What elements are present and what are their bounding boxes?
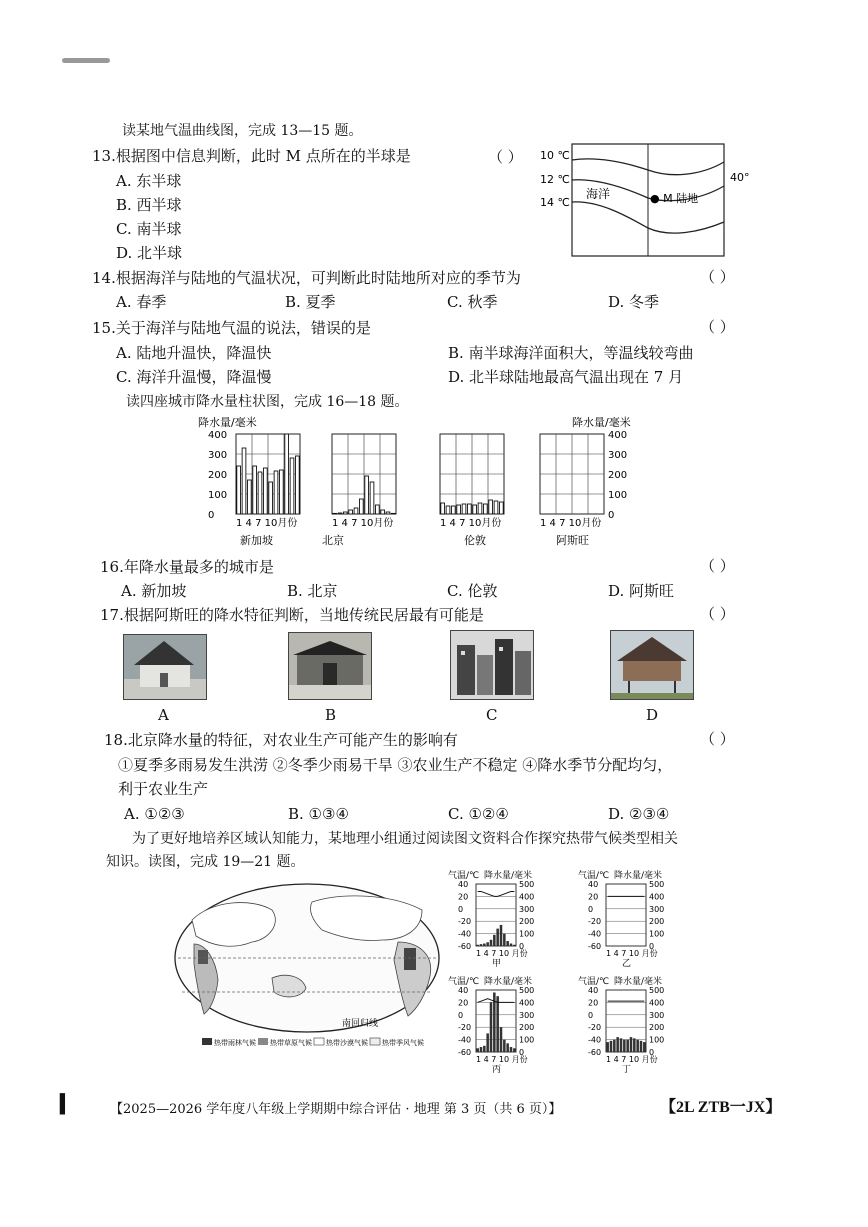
climate-precip-tick: 400 bbox=[519, 998, 535, 1008]
climate-temp-tick: -20 bbox=[458, 917, 472, 927]
q15-option-b[interactable]: B. 南半球海洋面积大，等温线较弯曲 bbox=[448, 344, 694, 362]
climate-precip-tick: 300 bbox=[649, 904, 665, 914]
precip-bar bbox=[242, 448, 246, 514]
climate-frame bbox=[476, 990, 516, 1052]
precip-chart-3 bbox=[540, 430, 627, 529]
climate-temp-tick: 20 bbox=[458, 892, 469, 902]
climate-precip-bar bbox=[486, 1033, 489, 1052]
climate-precip-tick: 400 bbox=[649, 998, 665, 1008]
climate-name: 丁 bbox=[622, 1065, 632, 1075]
precip-chart-0 bbox=[208, 430, 300, 529]
climate-temp-tick: -60 bbox=[588, 1048, 602, 1057]
precip-bar bbox=[451, 506, 455, 514]
climate-precip-bar bbox=[476, 945, 479, 946]
climate-xticks: 1 4 7 10 月份 bbox=[476, 949, 528, 958]
precip-bar bbox=[295, 456, 299, 514]
isotherm-label-14: 14 ℃ bbox=[540, 196, 570, 209]
climate-temp-tick: 0 bbox=[588, 904, 594, 914]
precip-bar bbox=[489, 500, 493, 514]
climate-chart-0 bbox=[448, 869, 534, 969]
q16-answer-paren[interactable]: （ ） bbox=[700, 557, 735, 575]
climate-temp-tick: 20 bbox=[588, 892, 599, 902]
house-photo-a[interactable] bbox=[123, 634, 207, 700]
house-photo-d[interactable] bbox=[610, 630, 694, 700]
photo-label-b: B bbox=[325, 706, 337, 724]
climate-chart-3 bbox=[578, 975, 664, 1075]
climate-precip-tick: 200 bbox=[649, 1023, 665, 1033]
sea-label: 海洋 bbox=[586, 187, 611, 201]
house-photo-b[interactable] bbox=[288, 632, 372, 700]
climate-precip-bar bbox=[513, 1048, 516, 1052]
climate-temp-tick: 0 bbox=[458, 1010, 464, 1020]
climate-precip-bar bbox=[513, 945, 516, 946]
climate-precip-tick: 200 bbox=[649, 917, 665, 927]
precip-bar bbox=[338, 513, 342, 514]
climate-precip-bar bbox=[490, 940, 493, 946]
q14-stem: 14.根据海洋与陆地的气温状况，可判断此时陆地所对应的季节为 bbox=[92, 269, 521, 287]
climate-precip-tick: 0 bbox=[519, 1048, 525, 1057]
q14-option-b[interactable]: B. 夏季 bbox=[285, 293, 336, 311]
climate-temp-tick: -40 bbox=[458, 1035, 472, 1045]
climate-precip-bar bbox=[493, 935, 496, 946]
q15-answer-paren[interactable]: （ ） bbox=[700, 318, 735, 336]
climate-precip-bar bbox=[506, 1043, 509, 1052]
precip-bar bbox=[370, 482, 374, 514]
climate-precip-tick: 200 bbox=[519, 917, 535, 927]
precip-bar bbox=[258, 472, 262, 514]
climate-precip-label: 降水量/毫米 bbox=[484, 871, 533, 881]
climate-precip-bar bbox=[483, 1046, 486, 1052]
world-climate-map bbox=[172, 880, 442, 1048]
climate-temp-tick: 0 bbox=[458, 904, 464, 914]
q13-option-a[interactable]: A. 东半球 bbox=[116, 172, 182, 190]
precip-bar bbox=[391, 513, 395, 514]
precip-xticks: 1 4 7 10月份 bbox=[540, 518, 602, 529]
climate-precip-tick: 0 bbox=[519, 942, 525, 951]
q15-option-c[interactable]: C. 海洋升温慢，降温慢 bbox=[116, 368, 272, 386]
precip-bar bbox=[499, 502, 503, 514]
precip-ytick: 300 bbox=[208, 450, 228, 461]
q14-option-a[interactable]: A. 春季 bbox=[116, 293, 167, 311]
city-label-beijing: 北京 bbox=[322, 534, 344, 547]
q17-answer-paren[interactable]: （ ） bbox=[700, 605, 735, 623]
climate-precip-bar bbox=[503, 1040, 506, 1052]
scan-mark bbox=[62, 58, 110, 63]
city-label-london: 伦敦 bbox=[464, 534, 486, 547]
climate-precip-tick: 300 bbox=[649, 1010, 665, 1020]
precip-chart-2 bbox=[440, 434, 504, 529]
precip-ytick: 200 bbox=[608, 470, 628, 481]
precip-bar bbox=[381, 510, 385, 514]
climate-precip-bar bbox=[500, 925, 503, 946]
climate-precip-bar bbox=[640, 1041, 643, 1052]
q16-option-d[interactable]: D. 阿斯旺 bbox=[608, 582, 675, 600]
precip-bar bbox=[494, 501, 498, 514]
precip-bar bbox=[446, 506, 450, 514]
q13-option-b[interactable]: B. 西半球 bbox=[116, 196, 182, 214]
legend-savanna: 热带草原气候 bbox=[270, 1039, 312, 1047]
climate-temp-tick: 40 bbox=[588, 986, 599, 995]
precip-bar bbox=[483, 504, 487, 514]
precip-bar bbox=[457, 505, 461, 514]
q16-stem: 16.年降水量最多的城市是 bbox=[100, 558, 274, 576]
climate-name: 丙 bbox=[492, 1065, 502, 1075]
climate-temp-tick: -40 bbox=[458, 929, 472, 939]
precip-xticks: 1 4 7 10月份 bbox=[236, 518, 298, 529]
climate-temp-tick: 20 bbox=[458, 998, 469, 1008]
precip-bar bbox=[386, 512, 390, 514]
precip-ytick: 0 bbox=[608, 510, 615, 521]
climate-temp-label: 气温/℃ bbox=[448, 977, 480, 987]
climate-precip-bar bbox=[643, 1042, 646, 1052]
q15-option-d[interactable]: D. 北半球陆地最高气温出现在 7 月 bbox=[448, 368, 684, 386]
climate-xticks: 1 4 7 10 月份 bbox=[476, 1055, 528, 1064]
isotherm-label-10: 10 ℃ bbox=[540, 149, 570, 162]
precip-ylabel-left: 降水量/毫米 bbox=[198, 416, 257, 429]
climate-precip-bar bbox=[630, 1037, 633, 1052]
footer-code: 【2L ZTB一JX】 bbox=[660, 1099, 782, 1116]
photo-label-d: D bbox=[646, 706, 659, 724]
precip-ytick: 400 bbox=[208, 430, 228, 441]
q18-statements-line2: 利于农业生产 bbox=[118, 780, 209, 798]
climate-precip-bar bbox=[610, 1041, 613, 1052]
precip-ytick: 100 bbox=[608, 490, 628, 501]
city-label-singapore: 新加坡 bbox=[240, 534, 273, 547]
photo-label-c: C bbox=[486, 706, 498, 724]
climate-precip-tick: 0 bbox=[649, 942, 655, 951]
climate-precip-bar bbox=[616, 1037, 619, 1052]
precip-chart-1 bbox=[332, 434, 396, 529]
legend-rainforest: 热带雨林气候 bbox=[214, 1039, 256, 1047]
climate-precip-bar bbox=[623, 1040, 626, 1052]
intro-19-21-line2: 知识。读图，完成 19—21 题。 bbox=[106, 854, 305, 870]
precipitation-charts bbox=[196, 412, 646, 552]
intro-16-18: 读四座城市降水量柱状图，完成 16—18 题。 bbox=[126, 394, 409, 410]
climate-xticks: 1 4 7 10 月份 bbox=[606, 1055, 658, 1064]
climate-charts bbox=[446, 862, 686, 1082]
climate-temp-tick: -20 bbox=[458, 1023, 472, 1033]
climate-precip-tick: 0 bbox=[649, 1048, 655, 1057]
land-m-label: ● M 陆地 bbox=[650, 192, 699, 205]
footer-text: 【2025—2026 学年度八年级上学期期中综合评估 · 地理 第 3 页（共 6 页）】 bbox=[110, 1102, 562, 1117]
q18-option-a[interactable]: A. ①②③ bbox=[124, 805, 185, 823]
isotherm-label-12: 12 ℃ bbox=[540, 173, 570, 186]
precip-bar bbox=[343, 512, 347, 514]
climate-precip-tick: 300 bbox=[519, 1010, 535, 1020]
climate-precip-tick: 100 bbox=[649, 1035, 665, 1045]
climate-precip-bar bbox=[506, 941, 509, 946]
precip-bar bbox=[247, 480, 251, 514]
climate-precip-tick: 100 bbox=[519, 1035, 535, 1045]
precip-bar bbox=[467, 504, 471, 514]
climate-precip-tick: 400 bbox=[519, 892, 535, 902]
precip-xticks: 1 4 7 10月份 bbox=[332, 518, 394, 529]
climate-frame bbox=[476, 884, 516, 946]
house-photo-c[interactable] bbox=[450, 630, 534, 700]
intro-19-21-line1: 为了更好地培养区域认知能力，某地理小组通过阅读图文资料合作探究热带气候类型相关 bbox=[132, 831, 678, 847]
climate-temp-tick: -20 bbox=[588, 917, 602, 927]
q18-answer-paren[interactable]: （ ） bbox=[700, 730, 735, 748]
climate-precip-label: 降水量/毫米 bbox=[614, 871, 663, 881]
climate-temp-tick: 0 bbox=[588, 1010, 594, 1020]
isotherm-chart bbox=[540, 140, 758, 260]
climate-precip-bar bbox=[483, 944, 486, 946]
climate-precip-bar bbox=[510, 1047, 513, 1052]
q13-stem: 13.根据图中信息判断，此时 M 点所在的半球是 bbox=[92, 147, 411, 165]
climate-precip-bar bbox=[496, 996, 499, 1052]
q18-statements-line1: ①夏季多雨易发生洪涝 ②冬季少雨易干旱 ③农业生产不稳定 ④降水季节分配均匀， bbox=[118, 756, 673, 774]
climate-temp-label: 气温/℃ bbox=[448, 871, 480, 881]
q18-option-d[interactable]: D. ②③④ bbox=[608, 805, 670, 823]
climate-precip-bar bbox=[606, 1042, 609, 1052]
precip-ylabel-right: 降水量/毫米 bbox=[572, 416, 631, 429]
legend-monsoon: 热带季风气候 bbox=[382, 1039, 424, 1047]
climate-precip-label: 降水量/毫米 bbox=[484, 977, 533, 987]
climate-temp-tick: 40 bbox=[458, 880, 469, 889]
climate-precip-bar bbox=[500, 1027, 503, 1052]
legend-desert: 热带沙漠气候 bbox=[326, 1039, 368, 1047]
precip-ytick: 200 bbox=[208, 470, 228, 481]
climate-frame bbox=[606, 884, 646, 946]
precip-bar bbox=[349, 510, 353, 514]
q18-option-b[interactable]: B. ①③④ bbox=[288, 805, 349, 823]
precip-xticks: 1 4 7 10月份 bbox=[440, 518, 502, 529]
precip-bar bbox=[473, 505, 477, 514]
q15-stem: 15.关于海洋与陆地气温的说法，错误的是 bbox=[92, 319, 371, 337]
climate-temp-tick: 40 bbox=[458, 986, 469, 995]
q18-stem: 18.北京降水量的特征，对农业生产可能产生的影响有 bbox=[104, 731, 458, 749]
climate-precip-bar bbox=[503, 934, 506, 946]
precip-ytick: 100 bbox=[208, 490, 228, 501]
precip-bar bbox=[359, 499, 363, 514]
climate-temp-tick: -40 bbox=[588, 929, 602, 939]
precip-bar bbox=[237, 466, 241, 514]
precip-bar bbox=[354, 508, 358, 514]
climate-precip-bar bbox=[480, 1047, 483, 1052]
photo-label-a: A bbox=[158, 706, 169, 724]
climate-xticks: 1 4 7 10 月份 bbox=[606, 949, 658, 958]
climate-temp-tick: -60 bbox=[458, 942, 472, 951]
climate-temp-tick: 20 bbox=[588, 998, 599, 1008]
climate-chart-2 bbox=[448, 975, 534, 1075]
climate-precip-bar bbox=[510, 944, 513, 946]
climate-precip-bar bbox=[486, 942, 489, 946]
q14-option-d[interactable]: D. 冬季 bbox=[608, 293, 660, 311]
q17-stem: 17.根据阿斯旺的降水特征判断，当地传统民居最有可能是 bbox=[100, 606, 484, 624]
q15-option-a[interactable]: A. 陆地升温快，降温快 bbox=[116, 344, 272, 362]
climate-precip-bar bbox=[636, 1040, 639, 1052]
climate-temp-tick: 40 bbox=[588, 880, 599, 889]
precip-bar bbox=[290, 458, 294, 514]
climate-precip-bar bbox=[626, 1040, 629, 1052]
q13-option-d[interactable]: D. 北半球 bbox=[116, 244, 183, 262]
precip-bar bbox=[375, 505, 379, 514]
climate-precip-label: 降水量/毫米 bbox=[614, 977, 663, 987]
q13-option-c[interactable]: C. 南半球 bbox=[116, 220, 182, 238]
q16-option-c[interactable]: C. 伦敦 bbox=[447, 582, 498, 600]
precip-ytick: 300 bbox=[608, 450, 628, 461]
precip-bar bbox=[365, 476, 369, 514]
precip-bar bbox=[441, 503, 445, 514]
climate-precip-tick: 500 bbox=[649, 880, 665, 889]
precip-ytick: 0 bbox=[208, 510, 215, 521]
precip-bar bbox=[462, 504, 466, 514]
climate-precip-tick: 300 bbox=[519, 904, 535, 914]
climate-precip-tick: 400 bbox=[649, 892, 665, 902]
q16-option-a[interactable]: A. 新加坡 bbox=[121, 582, 187, 600]
climate-temp-label: 气温/℃ bbox=[578, 871, 610, 881]
precip-bar bbox=[333, 513, 337, 514]
climate-temp-tick: -40 bbox=[588, 1035, 602, 1045]
climate-temp-tick: -60 bbox=[588, 942, 602, 951]
climate-precip-tick: 500 bbox=[649, 986, 665, 995]
precip-bar bbox=[253, 466, 257, 514]
climate-precip-tick: 500 bbox=[519, 986, 535, 995]
climate-precip-tick: 200 bbox=[519, 1023, 535, 1033]
climate-temp-tick: -20 bbox=[588, 1023, 602, 1033]
climate-precip-bar bbox=[480, 944, 483, 946]
tropic-label: 南回归线 bbox=[342, 1019, 379, 1029]
climate-precip-tick: 100 bbox=[649, 929, 665, 939]
precip-bar bbox=[263, 468, 267, 514]
climate-name: 甲 bbox=[492, 959, 502, 969]
precip-bar bbox=[285, 434, 289, 514]
precip-ytick: 400 bbox=[608, 430, 628, 441]
climate-precip-bar bbox=[633, 1038, 636, 1052]
intro-13-15: 读某地气温曲线图，完成 13—15 题。 bbox=[122, 123, 363, 139]
climate-temp-tick: -60 bbox=[458, 1048, 472, 1057]
climate-precip-bar bbox=[490, 1002, 493, 1052]
precip-bar bbox=[279, 470, 283, 514]
climate-chart-1 bbox=[578, 869, 664, 969]
precip-bar bbox=[269, 482, 273, 514]
climate-name: 乙 bbox=[622, 959, 632, 969]
climate-precip-tick: 100 bbox=[519, 929, 535, 939]
latitude-label: 40° bbox=[730, 171, 750, 184]
q14-option-c[interactable]: C. 秋季 bbox=[447, 293, 498, 311]
city-label-aswan: 阿斯旺 bbox=[556, 534, 589, 547]
climate-precip-tick: 500 bbox=[519, 880, 535, 889]
q16-option-b[interactable]: B. 北京 bbox=[287, 582, 338, 600]
precip-bar bbox=[478, 503, 482, 514]
climate-precip-bar bbox=[613, 1040, 616, 1052]
q18-option-c[interactable]: C. ①②④ bbox=[448, 805, 509, 823]
q14-answer-paren[interactable]: （ ） bbox=[700, 268, 735, 286]
q13-answer-paren[interactable]: （ ） bbox=[488, 148, 523, 166]
precip-bar bbox=[274, 471, 278, 514]
climate-temp-label: 气温/℃ bbox=[578, 977, 610, 987]
climate-precip-bar bbox=[620, 1038, 623, 1052]
climate-precip-bar bbox=[476, 1048, 479, 1052]
climate-precip-bar bbox=[496, 929, 499, 946]
footer-mark: ▍ bbox=[60, 1094, 74, 1115]
